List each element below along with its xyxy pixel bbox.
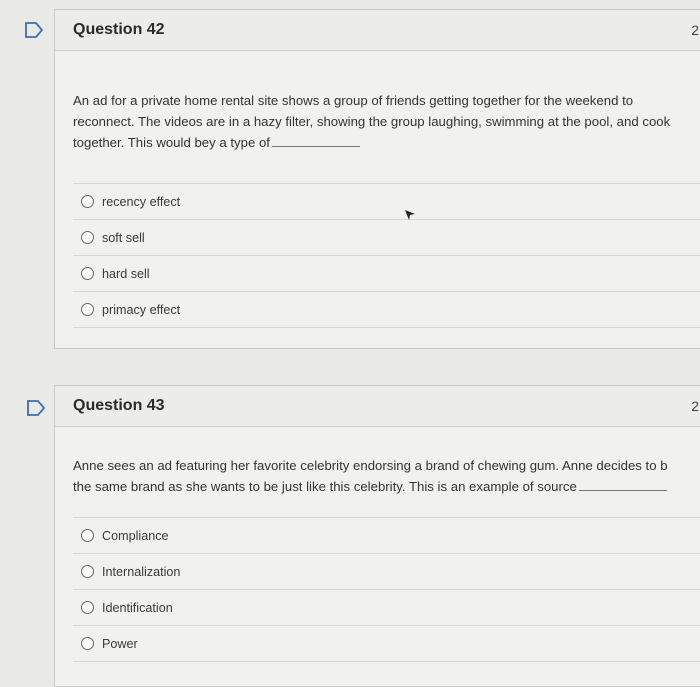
answer-option[interactable]: [73, 291, 700, 328]
question-text-line: together. This would bey a type of: [73, 135, 270, 150]
radio-button[interactable]: [81, 195, 94, 208]
question-title: Question 42: [73, 21, 165, 38]
answer-options: [73, 517, 700, 662]
option-label: Compliance: [102, 528, 169, 543]
question-title: Question 43: [73, 397, 165, 414]
answer-option[interactable]: [73, 255, 700, 291]
option-label: primacy effect: [102, 302, 181, 317]
answer-option[interactable]: [73, 553, 700, 589]
radio-button[interactable]: [81, 529, 94, 542]
flag-question-icon[interactable]: [24, 22, 44, 38]
question-points: 2: [691, 22, 699, 38]
option-label: Internalization: [102, 564, 181, 579]
question-card: [54, 9, 700, 349]
answer-option[interactable]: [73, 517, 700, 553]
option-label: recency effect: [102, 194, 181, 209]
mouse-pointer-icon: [404, 208, 416, 226]
radio-button[interactable]: [81, 601, 94, 614]
question-text-line: Anne sees an ad featuring her favorite celebrity endorsing a brand of chewing gum. Anne decides to b: [73, 458, 668, 473]
question-header: [55, 10, 700, 51]
answer-option[interactable]: [73, 589, 700, 625]
question-text: [73, 90, 700, 153]
question-points: 2: [691, 398, 699, 414]
question-text-line: reconnect. The videos are in a hazy filter, showing the group laughing, swimming at the pool, and cook: [73, 114, 671, 129]
option-label: Power: [102, 636, 138, 651]
answer-option[interactable]: [73, 625, 700, 662]
flag-question-icon[interactable]: [26, 400, 46, 416]
radio-button[interactable]: [81, 565, 94, 578]
question-text-line: An ad for a private home rental site shows a group of friends getting together for the weekend to: [73, 93, 634, 108]
radio-button[interactable]: [81, 267, 94, 280]
answer-options: [73, 183, 700, 328]
question-text: [73, 455, 700, 497]
answer-blank: [272, 145, 360, 147]
radio-button[interactable]: [81, 637, 94, 650]
option-label: Identification: [102, 600, 173, 615]
radio-button[interactable]: [81, 303, 94, 316]
question-text-line: the same brand as she wants to be just like this celebrity. This is an example of source: [73, 479, 577, 494]
option-label: soft sell: [102, 230, 145, 245]
answer-option[interactable]: [73, 183, 700, 219]
radio-button[interactable]: [81, 231, 94, 244]
question-card: [54, 385, 700, 687]
answer-option[interactable]: [73, 219, 700, 255]
question-header: [55, 386, 700, 427]
answer-blank: [579, 489, 667, 491]
option-label: hard sell: [102, 266, 150, 281]
